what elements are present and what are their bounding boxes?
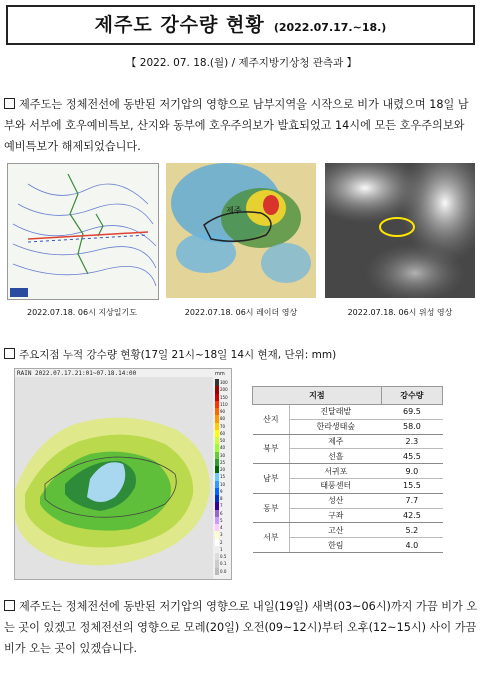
legend-swatch — [215, 488, 219, 495]
surface-weather-chart — [7, 163, 159, 300]
legend-swatch — [215, 452, 219, 459]
amount-cell: 45.5 — [381, 449, 442, 464]
legend-entry — [215, 444, 231, 451]
legend-swatch — [215, 560, 219, 567]
legend-entry — [215, 466, 231, 473]
legend-label: 150 — [220, 394, 228, 400]
table-row — [253, 464, 443, 479]
legend-swatch — [215, 379, 219, 386]
legend-entry — [215, 488, 231, 495]
legend-swatch — [215, 408, 219, 415]
figure-caption: 2022.07.18. 06시 위성 영상 — [347, 308, 453, 317]
legend-label: 70 — [220, 423, 226, 429]
station-cell: 서귀포 — [290, 464, 381, 479]
legend-swatch — [215, 437, 219, 444]
legend-swatch — [215, 481, 219, 488]
legend-entry — [215, 459, 231, 466]
legend-label: 15 — [220, 474, 226, 480]
legend-label: 7 — [220, 503, 223, 509]
legend-swatch — [215, 539, 219, 546]
legend-swatch — [215, 430, 219, 437]
legend-entry — [215, 481, 231, 488]
page-title: 제주도 강수량 현황 — [94, 14, 265, 36]
legend-label: 0.0 — [220, 568, 227, 574]
amount-cell: 42.5 — [381, 508, 442, 523]
radar-image — [166, 163, 316, 298]
legend-label: 10 — [220, 481, 226, 487]
intro-paragraph: 제주도는 정체전선에 동반된 저기압의 영향으로 남부지역을 시작으로 비가 내렸으며 18일 남부와 서부에 호우예비특보, 산지와 동부에 호우주의보가 발효되었고 14시에 모든 호우주의보와 예비특보가 해제되었습니다. — [4, 98, 469, 153]
legend-label: 25 — [220, 459, 226, 465]
legend-entry — [215, 430, 231, 437]
legend-swatch — [215, 459, 219, 466]
legend-label: 4 — [220, 525, 223, 531]
region-cell: 서부 — [253, 523, 290, 553]
legend-label: 50 — [220, 438, 226, 444]
map-legend-unit: mm — [215, 371, 225, 377]
legend-swatch — [215, 546, 219, 553]
legend-entry — [215, 502, 231, 509]
amount-cell: 2.3 — [381, 434, 442, 449]
table-header-station: 지점 — [253, 387, 382, 405]
amount-cell: 58.0 — [381, 419, 442, 434]
legend-label: 8 — [220, 496, 223, 502]
legend-entry — [215, 539, 231, 546]
legend-entry — [215, 452, 231, 459]
legend-entry — [215, 401, 231, 408]
legend-label: 30 — [220, 452, 226, 458]
legend-entry — [215, 379, 231, 386]
legend-entry — [215, 394, 231, 401]
legend-label: 110 — [220, 401, 228, 407]
table-row — [253, 405, 443, 420]
legend-label: 0.1 — [220, 561, 227, 567]
region-cell: 북부 — [253, 434, 290, 464]
legend-entry — [215, 423, 231, 430]
amount-cell: 5.2 — [381, 523, 442, 538]
figure-caption: 2022.07.18. 06시 지상일기도 — [27, 308, 137, 317]
station-cell: 태풍센터 — [290, 478, 381, 493]
satellite-image — [325, 163, 475, 298]
amount-cell: 4.0 — [381, 538, 442, 553]
legend-entry — [215, 517, 231, 524]
legend-label: 2 — [220, 539, 223, 545]
legend-swatch — [215, 517, 219, 524]
station-cell: 진달래밭 — [290, 405, 381, 420]
legend-entry — [215, 553, 231, 560]
map-header: RAIN 2022.07.17.21:01~07.18.14:00 — [17, 370, 137, 377]
outlook-paragraph: 제주도는 정체전선에 동반된 저기압의 영향으로 내일(19일) 새벽(03~06시)까지 가끔 비가 오는 곳이 있겠고 정체전선의 영향으로 모레(20일) 오전(09~12시)부터 오후(12~15시) 사이 가끔 비가 오는 곳이 있겠습니다. — [4, 600, 478, 655]
amount-cell: 9.0 — [381, 464, 442, 479]
legend-entry — [215, 386, 231, 393]
legend-entry — [215, 524, 231, 531]
legend-label: 9 — [220, 488, 223, 494]
map-legend — [215, 379, 231, 575]
legend-swatch — [215, 502, 219, 509]
legend-swatch — [215, 401, 219, 408]
table-header-amount: 강수량 — [381, 387, 442, 405]
legend-label: 6 — [220, 510, 223, 516]
legend-swatch — [215, 531, 219, 538]
checkbox-bullet-icon — [4, 348, 15, 359]
table-row — [253, 493, 443, 508]
amount-cell: 69.5 — [381, 405, 442, 420]
legend-entry — [215, 495, 231, 502]
region-cell: 남부 — [253, 464, 290, 494]
legend-swatch — [215, 553, 219, 560]
legend-swatch — [215, 415, 219, 422]
checkbox-bullet-icon — [4, 98, 15, 109]
legend-label: 5 — [220, 517, 223, 523]
legend-swatch — [215, 524, 219, 531]
legend-swatch — [215, 510, 219, 517]
legend-swatch — [215, 444, 219, 451]
legend-entry — [215, 531, 231, 538]
station-cell: 고산 — [290, 523, 381, 538]
station-cell: 선흘 — [290, 449, 381, 464]
legend-entry — [215, 568, 231, 575]
amount-cell: 7.7 — [381, 493, 442, 508]
legend-swatch — [215, 423, 219, 430]
table-row — [253, 434, 443, 449]
station-cell: 제주 — [290, 434, 381, 449]
legend-label: 200 — [220, 387, 228, 393]
legend-entry — [215, 546, 231, 553]
station-cell: 한라생태숲 — [290, 419, 381, 434]
legend-swatch — [215, 495, 219, 502]
table-row — [253, 523, 443, 538]
legend-swatch — [215, 386, 219, 393]
legend-entry — [215, 437, 231, 444]
legend-entry — [215, 473, 231, 480]
legend-entry — [215, 560, 231, 567]
legend-label: 40 — [220, 445, 226, 451]
title-box — [6, 5, 475, 45]
legend-swatch — [215, 466, 219, 473]
amount-cell: 15.5 — [381, 478, 442, 493]
legend-swatch — [215, 568, 219, 575]
radar-label-jeju: 제주 — [226, 206, 242, 215]
station-cell: 성산 — [290, 493, 381, 508]
legend-label: 300 — [220, 380, 228, 385]
legend-label: 60 — [220, 430, 226, 436]
checkbox-bullet-icon — [4, 600, 15, 611]
rainfall-table — [252, 386, 443, 553]
legend-label: 90 — [220, 409, 226, 415]
region-cell: 산지 — [253, 405, 290, 435]
legend-swatch — [215, 394, 219, 401]
legend-label: 20 — [220, 467, 226, 473]
legend-label: 1 — [220, 546, 223, 552]
legend-label: 0.5 — [220, 554, 227, 560]
region-cell: 동부 — [253, 493, 290, 523]
section-title: 주요지점 누적 강수량 현황(17일 21시~18일 14시 현재, 단위: mm) — [4, 347, 336, 362]
legend-entry — [215, 510, 231, 517]
figure-caption: 2022.07.18. 06시 레이더 영상 — [184, 308, 298, 317]
legend-label: 80 — [220, 416, 226, 422]
legend-label: 3 — [220, 532, 223, 538]
precipitation-map — [14, 368, 232, 580]
station-cell: 한림 — [290, 538, 381, 553]
legend-entry — [215, 415, 231, 422]
station-cell: 구좌 — [290, 508, 381, 523]
report-subtitle: 【 2022. 07. 18.(월) / 제주지방기상청 관측과 】 — [125, 57, 358, 69]
title-period: (2022.07.17.~18.) — [273, 21, 387, 34]
legend-swatch — [215, 473, 219, 480]
legend-entry — [215, 408, 231, 415]
